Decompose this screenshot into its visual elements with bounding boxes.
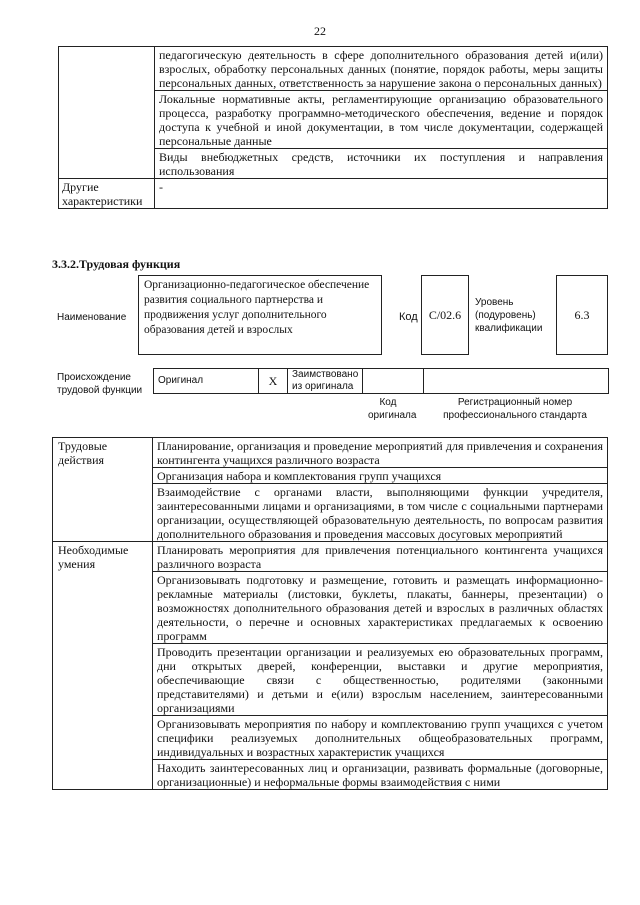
- table-cell: Виды внебюджетных средств, источники их поступления и направления использования: [155, 149, 608, 179]
- table-cell: Организовывать мероприятия по набору и комплектованию групп учащихся с учетом специфики реализуемых дополнительных общеобразовательных программ, индивидуальных и возрастных характеристик учащихся: [153, 716, 608, 760]
- table-row: [59, 47, 608, 91]
- knowledge-table-continued: [58, 46, 608, 209]
- table-cell: Планирование, организация и проведение мероприятий для привлечения и сохранения контингента учащихся различного возраста: [153, 438, 608, 468]
- table-cell: Локальные нормативные акты, регламентирующие организацию образовательного процесса, разработку программно-методического обеспечения, ведение и порядок доступа к учебной и иной документации, в том числе документации, содержащей персональные данные: [155, 91, 608, 149]
- row-label-skills: Необходимые умения: [53, 542, 153, 790]
- table-row: [53, 542, 608, 572]
- table-cell: Планировать мероприятия для привлечения потенциального контингента учащихся различного возраста: [153, 542, 608, 572]
- labor-function-table: [52, 437, 608, 790]
- page-number: 22: [314, 24, 326, 38]
- table-cell: Организация набора и комплектования групп учащихся: [153, 468, 608, 484]
- original-label: Оригинал: [154, 369, 259, 394]
- original-mark: X: [259, 369, 288, 394]
- table-row: [59, 179, 608, 209]
- qualification-level-box: 6.3: [556, 275, 608, 355]
- row-label-other: Другие характеристики: [59, 179, 155, 209]
- table-row: [53, 438, 608, 468]
- code-label: Код: [399, 311, 418, 323]
- reg-number-cell: [424, 369, 609, 394]
- original-code-cell: [363, 369, 424, 394]
- origin-table: [153, 368, 609, 394]
- table-cell: педагогическую деятельность в сфере дополнительного образования детей и(или) взрослых, обработку персональных данных (понятие, порядок работы, меры защиты персональных данных, ответственность за нарушение закона о персональных данных): [155, 47, 608, 91]
- code-value-box: C/02.6: [421, 275, 469, 355]
- row-label-actions: Трудовые действия: [53, 438, 153, 542]
- table-cell: Находить заинтересованных лиц и организации, развивать формальные (договорные, организационные) и неформальные формы взаимодействия с ними: [153, 760, 608, 790]
- table-cell: -: [155, 179, 608, 209]
- function-name-box: Организационно-педагогическое обеспечение развития социального партнерства и продвижения услуг дополнительного образования детей и взрослых: [138, 275, 382, 355]
- name-label: Наименование: [57, 312, 127, 323]
- table-cell: Организовывать подготовку и размещение, готовить и размещать информационно-рекламные материалы (листовки, буклеты, плакаты, баннеры, презентации) о возможностях дополнительного образования детей и взрослых в различных областях деятельности, о перечне и основных характеристиках предлагаемых к освоению программ: [153, 572, 608, 644]
- level-label: Уровень (подуровень) квалификации: [475, 297, 543, 334]
- code-caption: Код оригинала: [368, 397, 417, 421]
- table-cell: Проводить презентации организации и реализуемых ею образовательных программ, дни открытых дверей, конференции, выставки и другие мероприятия, обеспечивающие связи с общественностью, родителями (законными представителями) и детьми и е(или) взрослым населением, заинтересованными организациями: [153, 644, 608, 716]
- row-label-empty: [59, 47, 155, 179]
- reg-number-caption: Регистрационный номер профессионального стандарта: [443, 397, 587, 421]
- borrowed-label: Заимствовано из оригинала: [288, 369, 363, 394]
- table-cell: Взаимодействие с органами власти, выполняющими функции учредителя, заинтересованными лицами и организациями, в том числе с социальными партнерами организации, осуществляющей образовательную деятельность, по вопросам развития дополнительного образования и проведения массовых досуговых мероприятий: [153, 484, 608, 542]
- section-heading: 3.3.2.Трудовая функция: [52, 257, 181, 271]
- origin-label: Происхождение трудовой функции: [57, 372, 143, 396]
